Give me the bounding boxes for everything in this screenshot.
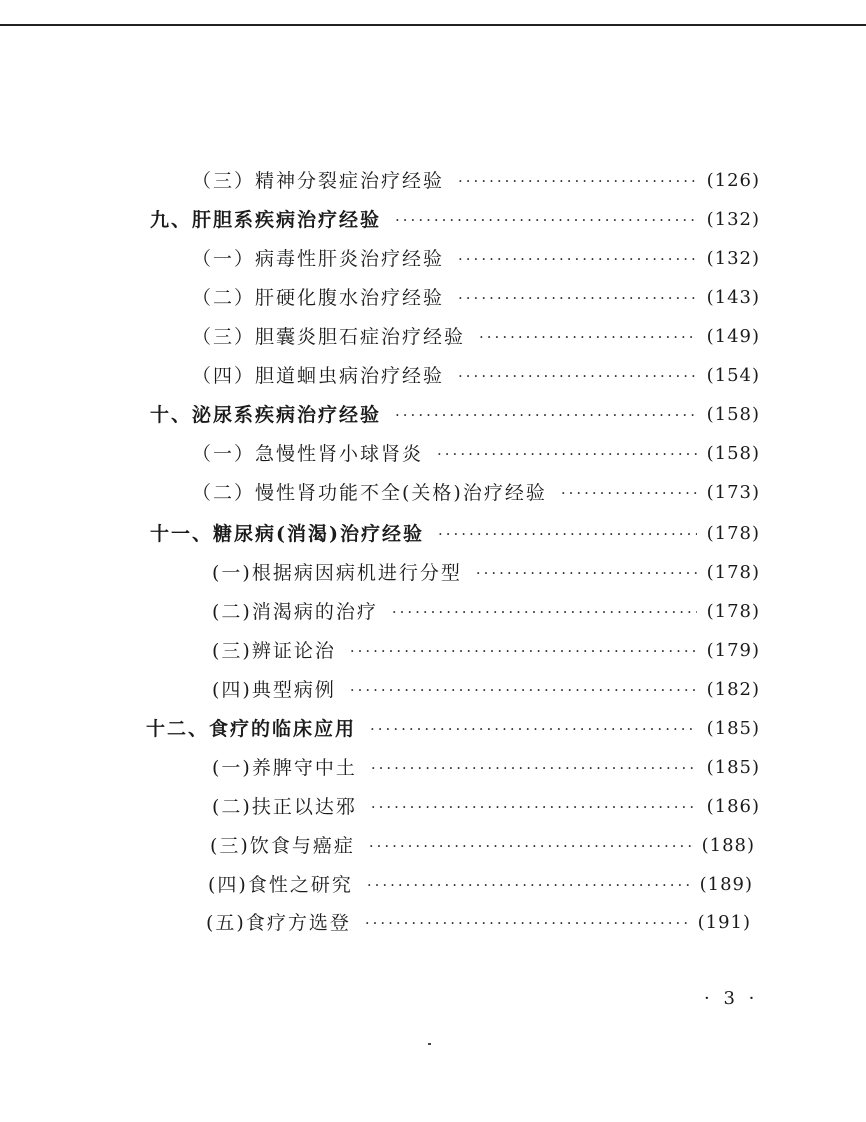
toc-entry-title: （三）精神分裂症治疗经验 xyxy=(192,170,445,192)
toc-entry-page: (149) xyxy=(706,326,760,347)
toc-entry-page: (178) xyxy=(706,562,760,583)
toc-entry[interactable] xyxy=(150,203,760,237)
toc-entry-page: (154) xyxy=(706,365,760,386)
toc-entry-title: (四)典型病例 xyxy=(212,679,336,701)
toc-entry-page: (173) xyxy=(706,482,760,503)
toc-entry-page: (126) xyxy=(706,170,760,191)
dot-leader xyxy=(458,242,697,276)
toc-entry[interactable] xyxy=(192,437,760,471)
toc-entry[interactable] xyxy=(208,868,753,902)
toc-entry-page: (179) xyxy=(706,640,760,661)
dot-leader xyxy=(395,398,697,432)
toc-entry[interactable] xyxy=(150,398,760,432)
dot-leader xyxy=(369,829,692,863)
toc-entry[interactable] xyxy=(192,164,760,198)
toc-entry-title: （四）胆道蛔虫病治疗经验 xyxy=(192,365,445,387)
toc-entry-page: (185) xyxy=(706,757,760,778)
toc-entry-title: （一）急慢性肾小球肾炎 xyxy=(192,443,424,465)
toc-entry-page: (178) xyxy=(706,523,760,544)
dot-leader xyxy=(458,164,697,198)
toc-entry-page: (132) xyxy=(706,209,760,230)
dot-leader xyxy=(367,868,690,902)
toc-entry-title: (二)消渴病的治疗 xyxy=(212,601,378,623)
toc-entry-page: (178) xyxy=(706,601,760,622)
dot-leader xyxy=(350,634,697,668)
toc-entry[interactable] xyxy=(212,595,760,629)
page-number: · 3 · xyxy=(704,988,759,1009)
toc-entry[interactable] xyxy=(212,556,760,590)
toc-entry-page: (132) xyxy=(706,248,760,269)
toc-entry-page: (191) xyxy=(697,912,751,933)
toc-entry[interactable] xyxy=(210,829,755,863)
dot-leader xyxy=(350,673,697,707)
toc-entry-title: (三)辨证论治 xyxy=(212,640,336,662)
toc-entry[interactable] xyxy=(192,359,760,393)
toc-entry[interactable] xyxy=(146,712,760,746)
toc-entry-title: 十二、食疗的临床应用 xyxy=(146,718,357,740)
toc-entry-title: （三）胆囊炎胆石症治疗经验 xyxy=(192,326,466,348)
toc-entry-title: （二）肝硬化腹水治疗经验 xyxy=(192,287,445,309)
toc-entry[interactable] xyxy=(192,476,760,510)
toc-entry[interactable] xyxy=(212,751,760,785)
toc-entry-page: (185) xyxy=(706,718,760,739)
toc-entry[interactable] xyxy=(192,242,760,276)
dot-leader xyxy=(438,517,697,551)
toc-entry-page: (182) xyxy=(706,679,760,700)
toc-entry-page: (189) xyxy=(699,874,753,895)
toc-entry-page: (143) xyxy=(706,287,760,308)
toc-entry-title: (四)食性之研究 xyxy=(208,874,353,896)
dot-leader xyxy=(365,906,688,940)
toc-entry-title: （一）病毒性肝炎治疗经验 xyxy=(192,248,445,270)
toc-entry[interactable] xyxy=(212,790,760,824)
toc-entry-title: (一)根据病因病机进行分型 xyxy=(212,562,462,584)
toc-entry-title: (二)扶正以达邪 xyxy=(212,796,357,818)
dot-leader xyxy=(437,437,697,471)
dot-leader xyxy=(458,281,697,315)
toc-entry-title: (三)饮食与癌症 xyxy=(210,835,355,857)
dot-leader xyxy=(458,359,697,393)
dot-leader xyxy=(370,712,697,746)
dot-leader xyxy=(395,203,697,237)
toc-entry-page: (186) xyxy=(706,796,760,817)
toc-entry-page: (158) xyxy=(706,404,760,425)
toc-entry-page: (188) xyxy=(701,835,755,856)
dot-leader xyxy=(561,476,697,510)
toc-entry[interactable] xyxy=(192,320,760,354)
toc-entry-title: 十一、糖尿病(消渴)治疗经验 xyxy=(150,523,424,545)
dot-leader xyxy=(371,790,697,824)
toc-entry[interactable] xyxy=(206,906,751,940)
toc-entry-title: (五)食疗方选登 xyxy=(206,912,351,934)
toc-entry[interactable] xyxy=(212,634,760,668)
toc-entry[interactable] xyxy=(212,673,760,707)
scan-speck xyxy=(428,1043,431,1045)
toc-entry-title: （二）慢性肾功能不全(关格)治疗经验 xyxy=(192,482,547,504)
toc-entry-page: (158) xyxy=(706,443,760,464)
toc-entry-title: 十、泌尿系疾病治疗经验 xyxy=(150,404,382,426)
dot-leader xyxy=(371,751,697,785)
toc-entry-title: 九、肝胆系疾病治疗经验 xyxy=(150,209,382,231)
dot-leader xyxy=(479,320,697,354)
dot-leader xyxy=(392,595,697,629)
toc-entry[interactable] xyxy=(192,281,760,315)
toc-entry-title: (一)养脾守中土 xyxy=(212,757,357,779)
dot-leader xyxy=(476,556,697,590)
toc-entry[interactable] xyxy=(150,517,760,551)
